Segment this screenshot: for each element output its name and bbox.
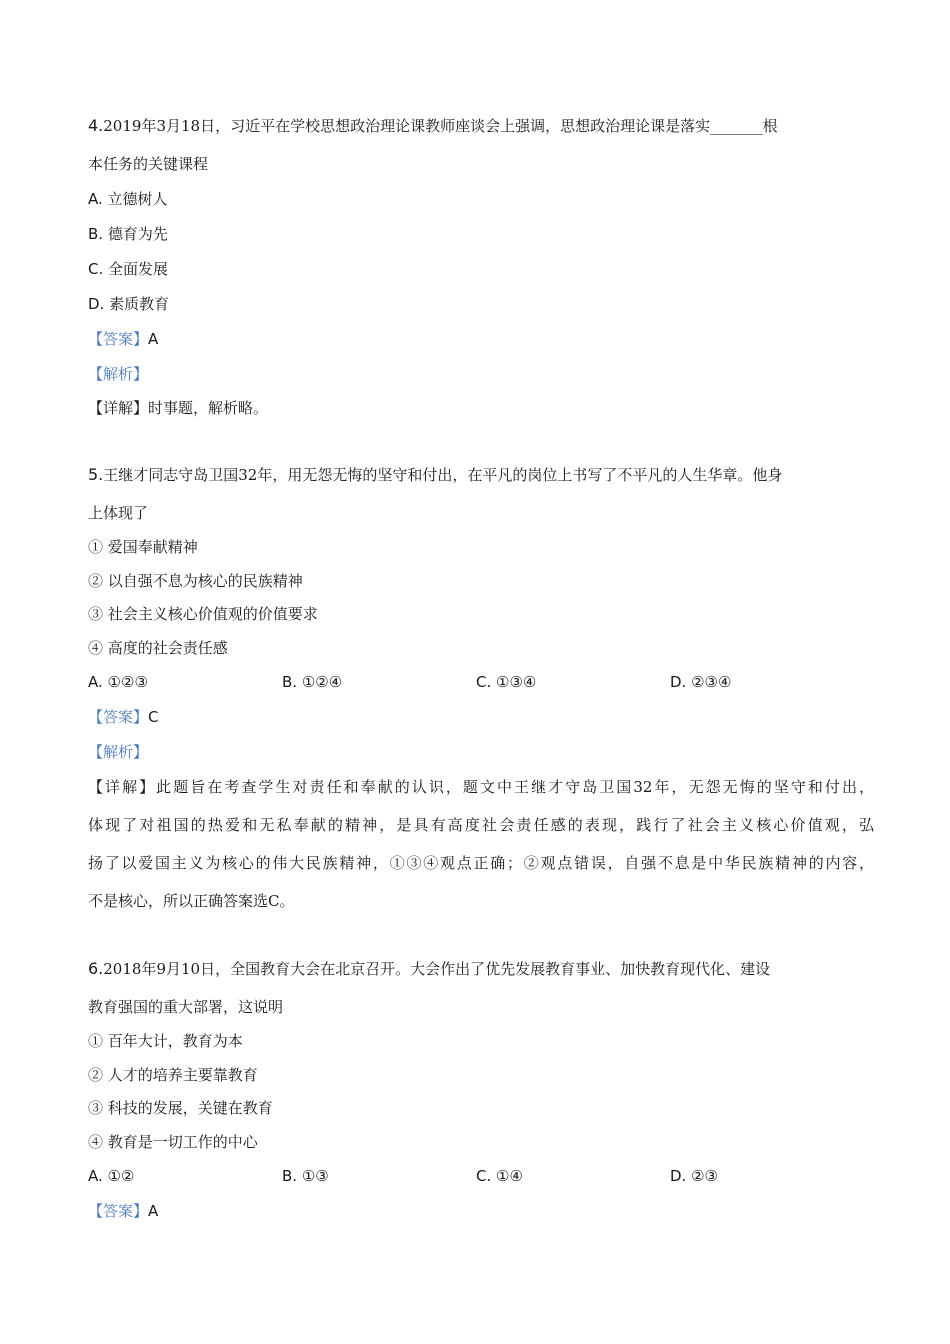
q5-answer <box>88 707 159 727</box>
q6-item-4: ④ 教育是一切工作的中心 <box>88 1133 258 1151</box>
q5-item-1: ① 爱国奉献精神 <box>88 538 198 556</box>
q4-option-a: A. 立德树人 <box>88 190 168 208</box>
q5-analysis-tag: 【解析】 <box>88 743 149 761</box>
q5-stem-line1 <box>88 465 782 485</box>
q6-option-c: C. ①④ <box>476 1167 523 1185</box>
q6-option-a: A. ①② <box>88 1167 135 1185</box>
q5-option-d: D. ②③④ <box>670 673 732 691</box>
q5-detail-line3: 扬了以爱国主义为核心的伟大民族精神，①③④观点正确；②观点错误，自强不息是中华民族精神的内容， <box>88 854 874 872</box>
q4-answer <box>88 329 158 349</box>
q5-option-b: B. ①②④ <box>282 673 343 691</box>
q4-stem-line2: 本任务的关键课程 <box>88 155 209 173</box>
q5-option-a: A. ①②③ <box>88 673 148 691</box>
q4-stem-line1 <box>88 116 778 136</box>
q4-answer-value: A <box>148 330 159 348</box>
q6-stem-line2: 教育强国的重大部署，这说明 <box>88 998 284 1016</box>
q4-detail: 【详解】时事题，解析略。 <box>88 399 269 417</box>
q4-number: 4. <box>88 116 104 135</box>
answer-tag: 【答案】 <box>88 330 149 348</box>
q5-detail-line4: 不是核心，所以正确答案选C。 <box>88 892 295 910</box>
q6-item-1: ① 百年大计，教育为本 <box>88 1032 243 1050</box>
q5-item-4: ④ 高度的社会责任感 <box>88 639 228 657</box>
answer-tag: 【答案】 <box>88 708 149 726</box>
q5-answer-value: C <box>148 708 159 726</box>
answer-tag: 【答案】 <box>88 1202 149 1220</box>
q6-option-b: B. ①③ <box>282 1167 329 1185</box>
q6-stem-text: 2018年9月10日，全国教育大会在北京召开。大会作出了优先发展教育事业、加快教育现代化、建设 <box>103 960 771 978</box>
q5-detail-line1: 【详解】此题旨在考查学生对责任和奉献的认识，题文中王继才守岛卫国32年，无怨无悔的坚守和付出， <box>88 778 874 796</box>
q4-stem-text: 2019年3月18日，习近平在学校思想政治理论课教师座谈会上强调，思想政治理论课是落实_______根 <box>103 117 778 135</box>
q4-option-d: D. 素质教育 <box>88 295 170 313</box>
q4-option-c: C. 全面发展 <box>88 260 169 278</box>
q6-stem-line1 <box>88 959 770 979</box>
q5-option-c: C. ①③④ <box>476 673 537 691</box>
q5-stem-line2: 上体现了 <box>88 504 149 522</box>
q6-number: 6. <box>88 959 104 978</box>
q4-option-b: B. 德育为先 <box>88 225 168 243</box>
q6-item-2: ② 人才的培养主要靠教育 <box>88 1066 258 1084</box>
q4-analysis-tag: 【解析】 <box>88 365 149 383</box>
q6-option-d: D. ②③ <box>670 1167 719 1185</box>
q5-number: 5. <box>88 465 104 484</box>
q5-stem-text: 王继才同志守岛卫国32年，用无怨无悔的坚守和付出，在平凡的岗位上书写了不平凡的人生华章。他身 <box>103 466 783 484</box>
q6-item-3: ③ 科技的发展，关键在教育 <box>88 1099 273 1117</box>
q5-item-3: ③ 社会主义核心价值观的价值要求 <box>88 605 318 623</box>
q6-answer <box>88 1201 158 1221</box>
q6-answer-value: A <box>148 1202 159 1220</box>
q5-detail-line2: 体现了对祖国的热爱和无私奉献的精神，是具有高度社会责任感的表现，践行了社会主义核心价值观，弘 <box>88 816 874 834</box>
q5-item-2: ② 以自强不息为核心的民族精神 <box>88 572 303 590</box>
